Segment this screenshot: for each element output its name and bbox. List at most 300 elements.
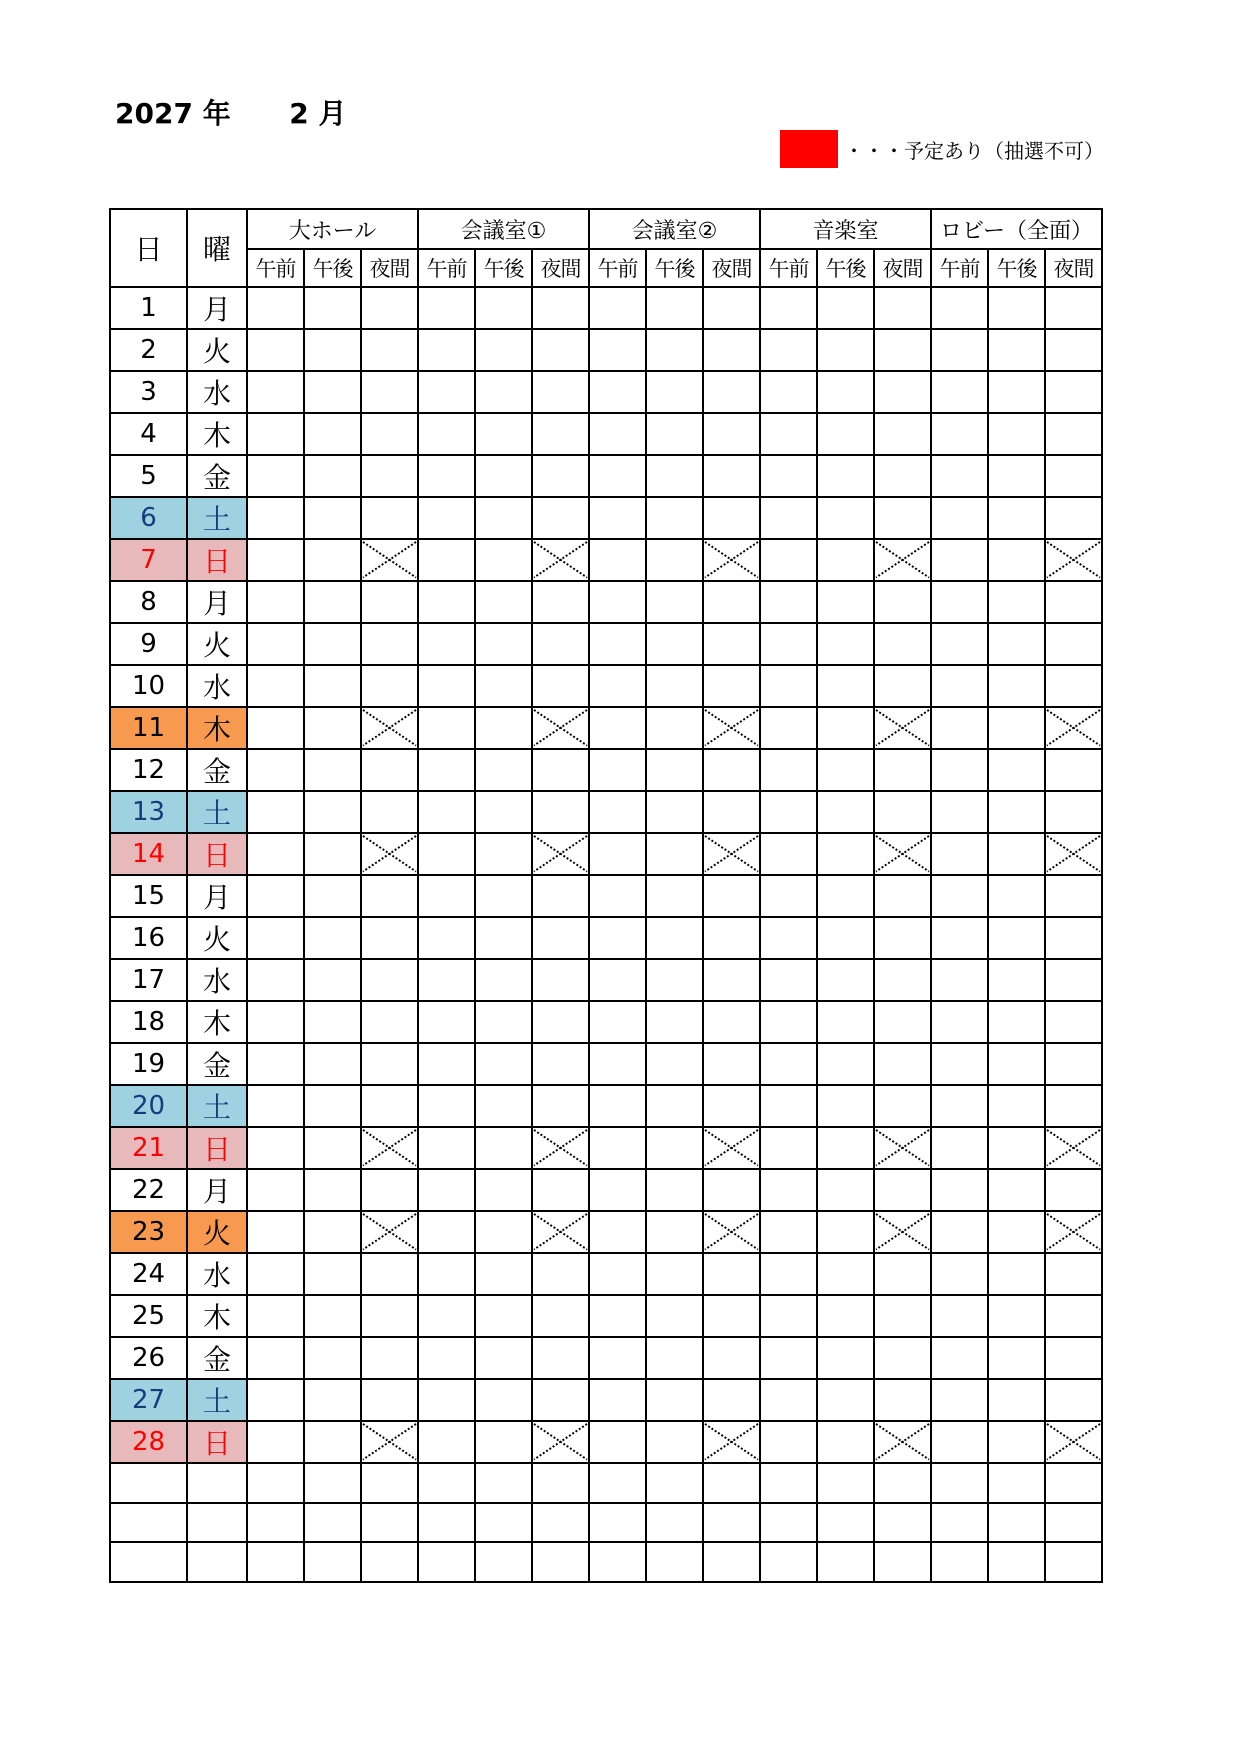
slot-cell (589, 917, 646, 959)
day-cell: 25 (110, 1295, 187, 1337)
header-day: 日 (110, 209, 187, 287)
slot-cell (361, 1503, 418, 1543)
table-row (110, 665, 1102, 707)
slot-cell (532, 287, 589, 329)
slot-cell (475, 413, 532, 455)
slot-cell (988, 1085, 1045, 1127)
weekday-cell: 火 (187, 917, 247, 959)
slot-cell (988, 581, 1045, 623)
slot-cell (418, 287, 475, 329)
slot-cell (760, 1211, 817, 1253)
slot-cell (304, 833, 361, 875)
slot-cell (475, 287, 532, 329)
slot-cell (475, 329, 532, 371)
table-row (110, 1211, 1102, 1253)
slot-cell (817, 539, 874, 581)
table-row (110, 1337, 1102, 1379)
slot-cell (703, 329, 760, 371)
day-cell: 8 (110, 581, 187, 623)
slot-cell (646, 1463, 703, 1503)
slot-cell (1045, 1463, 1102, 1503)
slot-cell (418, 371, 475, 413)
slot-cell (247, 1253, 304, 1295)
weekday-cell (187, 1463, 247, 1503)
weekday-cell: 水 (187, 665, 247, 707)
weekday-cell: 土 (187, 497, 247, 539)
slot-cell (874, 1085, 931, 1127)
slot-cell (874, 665, 931, 707)
slot-cell (874, 1169, 931, 1211)
slot-cell (760, 1253, 817, 1295)
slot-cell (646, 1379, 703, 1421)
unavailable-cross-icon (703, 1421, 760, 1463)
unavailable-cross-icon (1045, 833, 1102, 875)
slot-header: 午前 (247, 249, 304, 287)
slot-cell (931, 1295, 988, 1337)
slot-cell (646, 1542, 703, 1582)
slot-cell (703, 665, 760, 707)
slot-cell (361, 371, 418, 413)
weekday-cell: 日 (187, 833, 247, 875)
slot-cell (247, 1337, 304, 1379)
slot-cell (874, 1542, 931, 1582)
table-row (110, 497, 1102, 539)
day-cell: 22 (110, 1169, 187, 1211)
day-cell: 28 (110, 1421, 187, 1463)
slot-cell (247, 1169, 304, 1211)
slot-cell (532, 1001, 589, 1043)
slot-cell (760, 1295, 817, 1337)
day-cell: 17 (110, 959, 187, 1001)
day-cell: 24 (110, 1253, 187, 1295)
slot-cell (418, 413, 475, 455)
legend-text: ・・・予定あり（抽選不可） (844, 138, 1104, 163)
slot-cell (646, 749, 703, 791)
slot-cell (703, 1253, 760, 1295)
slot-cell (646, 329, 703, 371)
slot-cell (589, 1337, 646, 1379)
slot-cell (1045, 287, 1102, 329)
slot-cell (304, 707, 361, 749)
weekday-cell: 日 (187, 1127, 247, 1169)
slot-cell (304, 539, 361, 581)
slot-cell (304, 875, 361, 917)
slot-header: 午前 (931, 249, 988, 287)
day-cell: 13 (110, 791, 187, 833)
slot-cell (304, 1337, 361, 1379)
slot-cell (931, 1463, 988, 1503)
slot-cell (817, 1043, 874, 1085)
slot-cell (532, 1043, 589, 1085)
unavailable-cross-icon (361, 539, 418, 581)
slot-cell (304, 1085, 361, 1127)
slot-cell (874, 1001, 931, 1043)
slot-cell (646, 1085, 703, 1127)
slot-cell (760, 329, 817, 371)
slot-cell (304, 959, 361, 1001)
slot-cell (646, 833, 703, 875)
slot-cell (817, 875, 874, 917)
slot-cell (931, 413, 988, 455)
slot-cell (817, 1295, 874, 1337)
slot-cell (532, 371, 589, 413)
slot-cell (361, 623, 418, 665)
slot-cell (589, 1211, 646, 1253)
slot-cell (418, 665, 475, 707)
legend (780, 130, 1104, 168)
weekday-cell: 金 (187, 455, 247, 497)
unavailable-cross-icon (703, 1127, 760, 1169)
slot-header: 夜間 (874, 249, 931, 287)
slot-cell (1045, 1085, 1102, 1127)
slot-cell (703, 1337, 760, 1379)
slot-cell (703, 287, 760, 329)
table-row (110, 791, 1102, 833)
slot-cell (703, 959, 760, 1001)
weekday-cell: 土 (187, 1085, 247, 1127)
table-row (110, 413, 1102, 455)
slot-cell (931, 1001, 988, 1043)
slot-cell (247, 1295, 304, 1337)
unavailable-cross-icon (703, 539, 760, 581)
slot-cell (304, 623, 361, 665)
slot-cell (1045, 1043, 1102, 1085)
slot-cell (988, 1127, 1045, 1169)
slot-cell (817, 959, 874, 1001)
slot-cell (247, 1043, 304, 1085)
slot-cell (703, 1043, 760, 1085)
unavailable-cross-icon (1045, 1211, 1102, 1253)
table-row (110, 959, 1102, 1001)
slot-cell (817, 1503, 874, 1543)
month-unit: 月 (318, 97, 347, 130)
slot-cell (646, 1169, 703, 1211)
slot-cell (361, 413, 418, 455)
slot-cell (304, 413, 361, 455)
table-row (110, 371, 1102, 413)
slot-cell (532, 791, 589, 833)
slot-cell (247, 959, 304, 1001)
slot-cell (589, 1542, 646, 1582)
slot-cell (304, 791, 361, 833)
slot-cell (988, 833, 1045, 875)
slot-cell (589, 665, 646, 707)
slot-cell (247, 1542, 304, 1582)
slot-cell (247, 791, 304, 833)
weekday-cell: 水 (187, 371, 247, 413)
slot-cell (304, 329, 361, 371)
slot-cell (1045, 1503, 1102, 1543)
slot-cell (418, 1169, 475, 1211)
slot-cell (817, 1379, 874, 1421)
slot-cell (988, 1253, 1045, 1295)
weekday-cell: 火 (187, 623, 247, 665)
slot-cell (874, 1253, 931, 1295)
slot-cell (931, 581, 988, 623)
slot-cell (589, 1379, 646, 1421)
slot-cell (931, 497, 988, 539)
weekday-cell (187, 1542, 247, 1582)
slot-cell (931, 833, 988, 875)
weekday-cell: 土 (187, 1379, 247, 1421)
slot-cell (931, 1043, 988, 1085)
slot-cell (304, 581, 361, 623)
slot-cell (418, 1463, 475, 1503)
slot-cell (988, 497, 1045, 539)
slot-cell (703, 1379, 760, 1421)
slot-cell (646, 1001, 703, 1043)
slot-cell (304, 1169, 361, 1211)
table-row (110, 1463, 1102, 1503)
weekday-cell: 金 (187, 1043, 247, 1085)
slot-cell (931, 1085, 988, 1127)
slot-cell (931, 1503, 988, 1543)
slot-cell (760, 1379, 817, 1421)
day-cell (110, 1463, 187, 1503)
unavailable-cross-icon (874, 1421, 931, 1463)
slot-cell (418, 623, 475, 665)
unavailable-cross-icon (532, 1421, 589, 1463)
year-unit: 年 (202, 97, 231, 130)
slot-cell (532, 455, 589, 497)
day-cell: 6 (110, 497, 187, 539)
slot-cell (646, 1043, 703, 1085)
slot-header: 夜間 (361, 249, 418, 287)
slot-cell (304, 1043, 361, 1085)
slot-cell (247, 1211, 304, 1253)
table-row (110, 1253, 1102, 1295)
slot-cell (988, 959, 1045, 1001)
slot-cell (874, 497, 931, 539)
slot-cell (475, 1001, 532, 1043)
slot-cell (475, 1085, 532, 1127)
slot-cell (874, 623, 931, 665)
weekday-cell: 月 (187, 287, 247, 329)
slot-cell (247, 1421, 304, 1463)
slot-cell (247, 1379, 304, 1421)
slot-cell (1045, 413, 1102, 455)
table-row (110, 1043, 1102, 1085)
slot-cell (988, 287, 1045, 329)
table-row (110, 455, 1102, 497)
day-cell (110, 1542, 187, 1582)
slot-cell (589, 539, 646, 581)
slot-cell (817, 623, 874, 665)
slot-cell (760, 623, 817, 665)
weekday-cell: 火 (187, 1211, 247, 1253)
legend-swatch (780, 130, 838, 168)
slot-cell (304, 665, 361, 707)
slot-cell (361, 875, 418, 917)
slot-cell (532, 413, 589, 455)
slot-cell (931, 665, 988, 707)
slot-cell (646, 623, 703, 665)
slot-cell (646, 1127, 703, 1169)
weekday-cell: 木 (187, 1295, 247, 1337)
slot-cell (475, 455, 532, 497)
slot-cell (703, 875, 760, 917)
slot-cell (247, 665, 304, 707)
slot-cell (418, 1542, 475, 1582)
slot-cell (817, 413, 874, 455)
weekday-cell (187, 1503, 247, 1543)
day-cell: 7 (110, 539, 187, 581)
day-cell: 11 (110, 707, 187, 749)
slot-header: 夜間 (532, 249, 589, 287)
slot-cell (874, 959, 931, 1001)
slot-header: 午後 (646, 249, 703, 287)
slot-cell (1045, 497, 1102, 539)
slot-cell (988, 707, 1045, 749)
slot-cell (1045, 1542, 1102, 1582)
slot-cell (589, 959, 646, 1001)
slot-cell (475, 1503, 532, 1543)
slot-cell (418, 1379, 475, 1421)
unavailable-cross-icon (361, 707, 418, 749)
unavailable-cross-icon (703, 707, 760, 749)
slot-cell (760, 1085, 817, 1127)
slot-cell (760, 1043, 817, 1085)
slot-cell (418, 1295, 475, 1337)
slot-cell (418, 539, 475, 581)
table-row (110, 1542, 1102, 1582)
table-row (110, 1001, 1102, 1043)
slot-cell (475, 707, 532, 749)
slot-cell (1045, 665, 1102, 707)
table-row (110, 1295, 1102, 1337)
slot-cell (988, 623, 1045, 665)
slot-cell (817, 1253, 874, 1295)
slot-cell (646, 581, 703, 623)
slot-cell (988, 665, 1045, 707)
day-cell: 2 (110, 329, 187, 371)
slot-cell (646, 1337, 703, 1379)
slot-cell (760, 749, 817, 791)
weekday-cell: 水 (187, 959, 247, 1001)
slot-cell (247, 875, 304, 917)
slot-cell (874, 1337, 931, 1379)
day-cell: 21 (110, 1127, 187, 1169)
weekday-cell: 火 (187, 329, 247, 371)
slot-cell (475, 1295, 532, 1337)
slot-cell (304, 1295, 361, 1337)
slot-cell (988, 455, 1045, 497)
slot-cell (304, 1001, 361, 1043)
unavailable-cross-icon (874, 1211, 931, 1253)
slot-header: 午前 (760, 249, 817, 287)
slot-cell (532, 1542, 589, 1582)
room-header: 会議室② (589, 209, 760, 249)
slot-cell (646, 287, 703, 329)
slot-cell (361, 791, 418, 833)
slot-cell (418, 917, 475, 959)
slot-cell (760, 791, 817, 833)
slot-cell (247, 1127, 304, 1169)
slot-cell (1045, 1337, 1102, 1379)
slot-cell (589, 749, 646, 791)
slot-cell (247, 1085, 304, 1127)
table-row (110, 749, 1102, 791)
slot-cell (304, 749, 361, 791)
slot-cell (304, 1211, 361, 1253)
slot-cell (475, 623, 532, 665)
slot-cell (1045, 455, 1102, 497)
unavailable-cross-icon (874, 707, 931, 749)
slot-cell (532, 959, 589, 1001)
slot-cell (988, 1503, 1045, 1543)
slot-cell (304, 1463, 361, 1503)
slot-cell (361, 665, 418, 707)
slot-cell (988, 917, 1045, 959)
slot-cell (703, 791, 760, 833)
slot-cell (475, 917, 532, 959)
slot-cell (874, 455, 931, 497)
slot-cell (361, 1085, 418, 1127)
slot-cell (931, 1337, 988, 1379)
slot-cell (817, 833, 874, 875)
table-row (110, 1127, 1102, 1169)
slot-cell (988, 413, 1045, 455)
slot-cell (931, 1127, 988, 1169)
slot-cell (703, 1542, 760, 1582)
unavailable-cross-icon (874, 1127, 931, 1169)
slot-cell (475, 497, 532, 539)
unavailable-cross-icon (361, 833, 418, 875)
slot-cell (1045, 329, 1102, 371)
slot-cell (703, 749, 760, 791)
weekday-cell: 月 (187, 581, 247, 623)
slot-cell (475, 539, 532, 581)
slot-header: 夜間 (1045, 249, 1102, 287)
slot-cell (817, 371, 874, 413)
slot-cell (988, 1043, 1045, 1085)
slot-cell (475, 1337, 532, 1379)
slot-cell (646, 875, 703, 917)
table-row (110, 1169, 1102, 1211)
slot-cell (247, 833, 304, 875)
slot-cell (304, 1542, 361, 1582)
room-header: ロビー（全面） (931, 209, 1102, 249)
table-row (110, 707, 1102, 749)
day-cell: 19 (110, 1043, 187, 1085)
slot-cell (418, 959, 475, 1001)
slot-cell (361, 1043, 418, 1085)
slot-cell (304, 371, 361, 413)
table-row (110, 1085, 1102, 1127)
slot-cell (817, 917, 874, 959)
slot-cell (589, 371, 646, 413)
slot-cell (475, 1169, 532, 1211)
slot-cell (760, 833, 817, 875)
slot-cell (931, 1421, 988, 1463)
weekday-cell: 日 (187, 539, 247, 581)
slot-cell (247, 1503, 304, 1543)
day-cell: 5 (110, 455, 187, 497)
slot-cell (646, 665, 703, 707)
table-row (110, 1379, 1102, 1421)
slot-cell (760, 1169, 817, 1211)
table-row (110, 623, 1102, 665)
slot-cell (532, 1379, 589, 1421)
unavailable-cross-icon (361, 1211, 418, 1253)
slot-cell (1045, 1379, 1102, 1421)
slot-cell (418, 1421, 475, 1463)
slot-cell (304, 1127, 361, 1169)
slot-cell (988, 749, 1045, 791)
slot-cell (760, 1337, 817, 1379)
slot-cell (475, 581, 532, 623)
table-row (110, 581, 1102, 623)
